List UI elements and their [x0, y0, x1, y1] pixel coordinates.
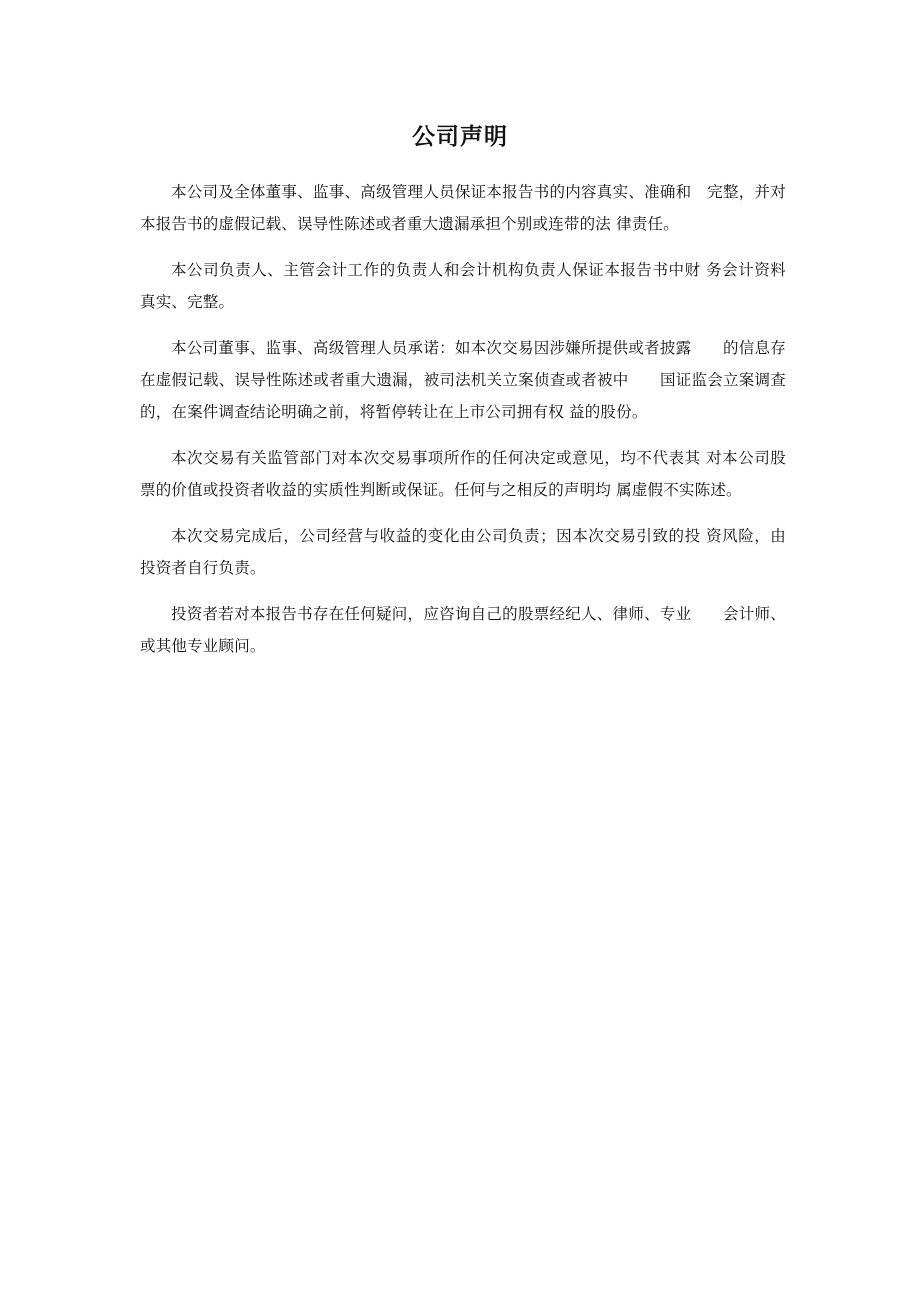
- paragraph-investment-risk: 本次交易完成后，公司经营与收益的变化由公司负责；因本次交易引致的投 资风险，由投资者自行负责。: [140, 527, 786, 577]
- paragraph-accuracy-guarantee: 本公司及全体董事、监事、高级管理人员保证本报告书的内容真实、准确和 完整，并对本报告书的虚假记载、误导性陈述或者重大遗漏承担个别或连带的法 律责任。: [140, 183, 786, 233]
- paragraph-share-suspension-commitment: 本公司董事、监事、高级管理人员承诺：如本次交易因涉嫌所提供或者披露 的信息存在虚假记载、误导性陈述或者重大遗漏，被司法机关立案侦查或者被中 国证监会立案调查的，在案件调查结论明确之前，将暂停转让在上市公司拥有权 益的股份。: [140, 339, 786, 421]
- document-body: [140, 176, 786, 676]
- page-title: 公司声明: [412, 124, 508, 150]
- paragraph-regulator-disclaimer: 本次交易有关监管部门对本次交易事项所作的任何决定或意见，均不代表其 对本公司股票的价值或投资者收益的实质性判断或保证。任何与之相反的声明均 属虚假不实陈述。: [140, 449, 786, 499]
- paragraph-financial-data-guarantee: 本公司负责人、主管会计工作的负责人和会计机构负责人保证本报告书中财 务会计资料真实、完整。: [140, 261, 786, 311]
- paragraph-investor-advice: 投资者若对本报告书存在任何疑问，应咨询自己的股票经纪人、律师、专业 会计师、或其他专业顾问。: [140, 605, 786, 655]
